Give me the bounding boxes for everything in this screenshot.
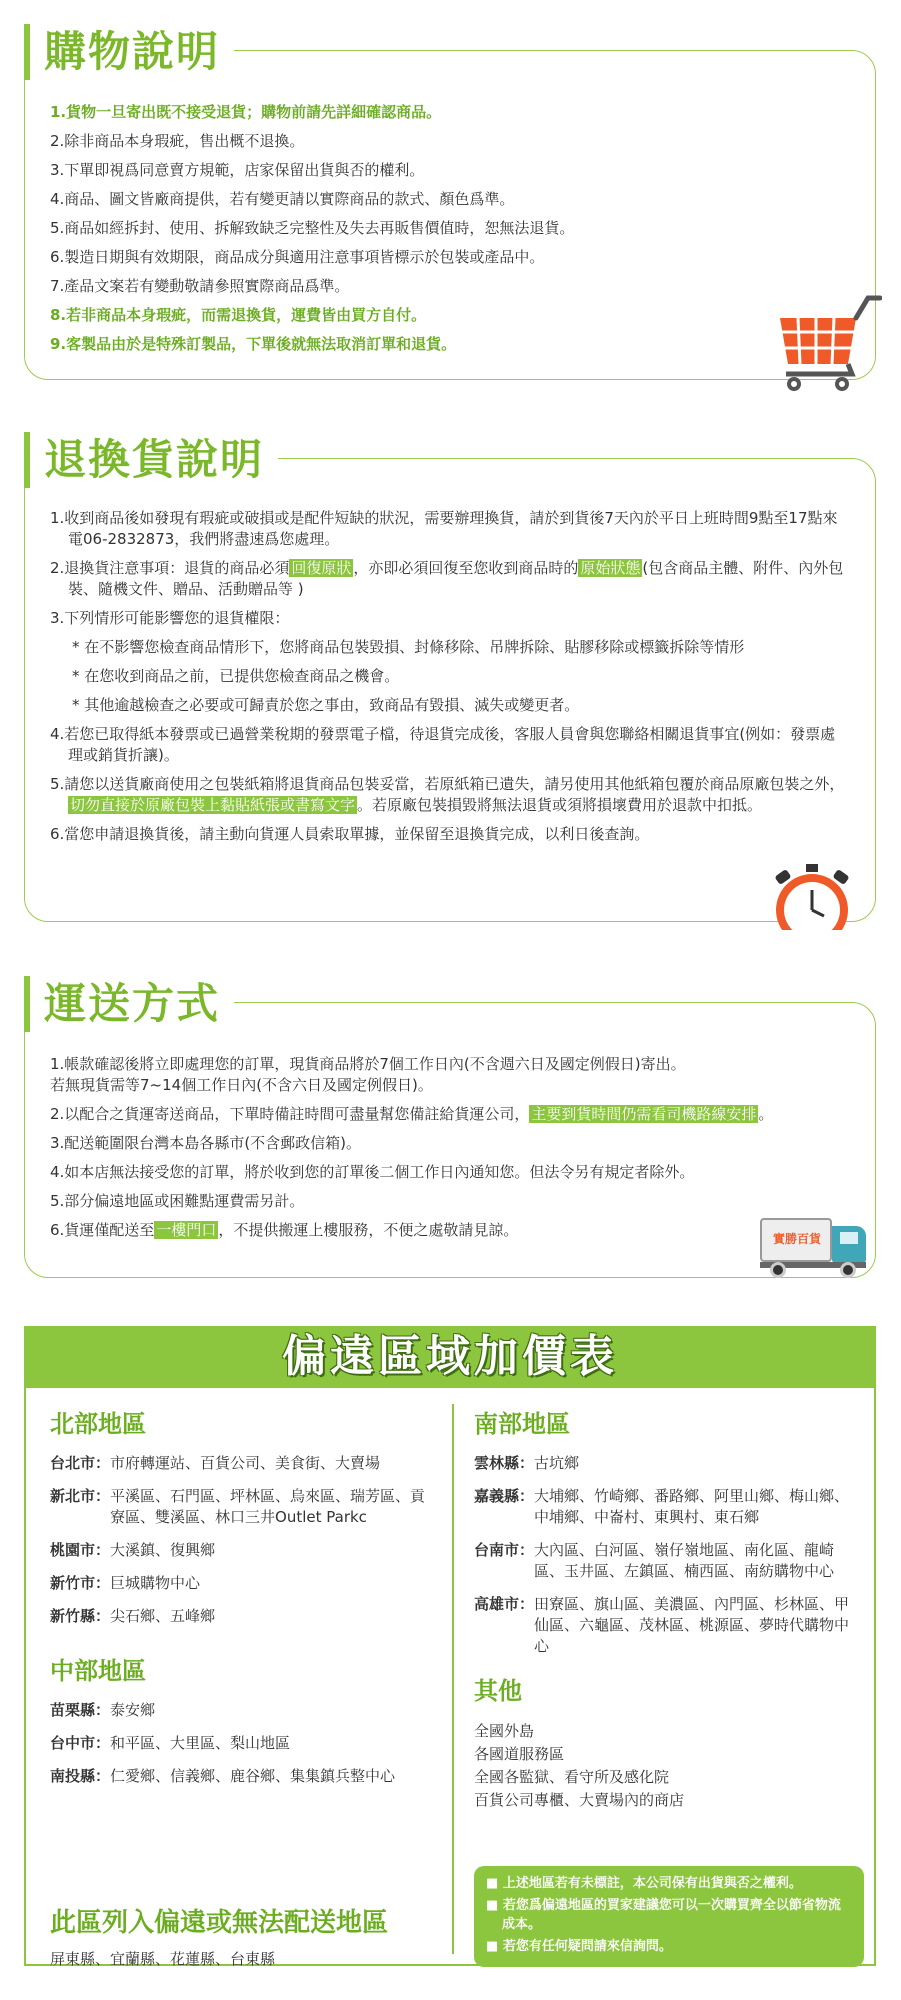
stopwatch-icon <box>762 850 862 930</box>
note-item: ■ 若您爲偏遠地區的買家建議您可以一次購買齊全以節省物流成本。 <box>486 1896 852 1934</box>
shopping-item: 3.下單即視爲同意賣方規範，店家保留出貨與否的權利。 <box>50 161 425 179</box>
shopping-item: 6.製造日期與有效期限，商品成分與適用注意事項皆標示於包裝或產品中。 <box>50 248 545 266</box>
central-region-title: 中部地區 <box>50 1657 146 1685</box>
shipping-item-4: 4.如本店無法接受您的訂單，將於收到您的訂單後二個工作日內通知您。但法令另有規定者除外。 <box>50 1163 695 1181</box>
shipping-item-5: 5.部分偏遠地區或困難點運費需另計。 <box>50 1192 305 1210</box>
undeliverable-list: 屏東縣、宜蘭縣、花蓮縣、台東縣 <box>50 1950 276 1968</box>
north-region-row <box>50 1540 430 1561</box>
region-county: 雲林縣： <box>474 1454 535 1472</box>
region-county: 嘉義縣： <box>474 1487 535 1505</box>
shipping-title: 運送方式 <box>24 976 234 1032</box>
shopping-item: 2.除非商品本身瑕疵，售出概不退換。 <box>50 132 305 150</box>
shopping-item: 7.產品文案若有變動敬請參照實際商品爲準。 <box>50 277 350 295</box>
shipping-list <box>50 1054 850 1249</box>
region-county: 台中市： <box>50 1734 111 1752</box>
central-region-list <box>50 1700 430 1787</box>
returns-item-6: 6.當您申請退換貨後，請主動向貨運人員索取單據，並保留至退換貨完成，以利日後查詢。 <box>50 825 650 843</box>
region-areas: 巨城購物中心 <box>110 1574 201 1592</box>
returns-subitem-1: * 在不影響您檢查商品情形下，您將商品包裝毀損、封條移除、吊牌拆除、貼膠移除或標籤拆除等情形 <box>72 638 745 656</box>
north-region-row <box>50 1573 430 1594</box>
shopping-cart-icon <box>772 294 882 394</box>
shopping-item: 8.若非商品本身瑕疵，而需退換貨，運費皆由買方自付。 <box>50 306 427 324</box>
north-region-title: 北部地區 <box>50 1410 146 1438</box>
south-region-title: 南部地區 <box>474 1410 570 1438</box>
region-areas: 平溪區、石門區、坪林區、烏來區、瑞芳區、貢寮區、雙溪區、林口三井Outlet Parkc <box>110 1487 426 1526</box>
other-region-item: 全國外島 <box>474 1722 535 1740</box>
shopping-item: 5.商品如經拆封、使用、拆解致缺乏完整性及失去再販售價值時，恕無法退貨。 <box>50 219 575 237</box>
central-region-row <box>50 1733 430 1754</box>
returns-item-3: 3.下列情形可能影響您的退貨權限： <box>50 609 290 627</box>
central-region-row <box>50 1766 430 1787</box>
region-areas: 和平區、大里區、梨山地區 <box>110 1734 291 1752</box>
central-region-row <box>50 1700 430 1721</box>
region-county: 新北市： <box>50 1487 111 1505</box>
region-areas: 大埔鄉、竹崎鄉、番路鄉、阿里山鄉、梅山鄉、中埔鄉、中崙村、東興村、東石鄉 <box>534 1487 850 1526</box>
returns-item-5: 5.請您以送貨廠商使用之包裝紙箱將退貨商品包裝妥當，若原紙箱已遺失，請另使用其他紙箱包覆於商品原廠包裝之外，切勿直接於原廠包裝上黏貼紙張或書寫文字 。若原廠包裝損毀將無法退貨或須將損壞費用於退款中扣抵。 <box>50 775 845 814</box>
region-county: 新竹縣： <box>50 1607 111 1625</box>
note-item: ■ 上述地區若有未標註，本公司保有出貨與否之權利。 <box>486 1874 852 1893</box>
shipping-section <box>24 976 876 1286</box>
other-region-item: 全國各監獄、看守所及感化院 <box>474 1768 670 1786</box>
returns-title: 退換貨說明 <box>24 432 278 488</box>
north-region-row <box>50 1486 430 1528</box>
south-region-row <box>474 1594 864 1657</box>
remote-area-title: 偏遠區域加價表 <box>282 1331 618 1382</box>
region-county: 新竹市： <box>50 1574 111 1592</box>
other-region-list <box>474 1720 864 1812</box>
shopping-title: 購物說明 <box>24 24 234 80</box>
region-areas: 泰安鄉 <box>110 1701 156 1719</box>
shipping-item-2: 2.以配合之貨運寄送商品，下單時備註時間可盡量幫您備註給貨運公司， 主要到貨時間仍需看司機路線安排 。 <box>50 1105 774 1123</box>
other-region-item: 各國道服務區 <box>474 1745 565 1763</box>
highlight-original-state: 原始狀態 <box>580 559 641 577</box>
region-county: 桃園市： <box>50 1541 111 1559</box>
returns-item-4: 4.若您已取得紙本發票或已過營業稅期的發票電子檔，待退貨完成後，客服人員會與您聯絡相關退貨事宜(例如：發票處理或銷貨折讓)。 <box>50 725 836 764</box>
region-county: 台北市： <box>50 1454 111 1472</box>
returns-item-2: 2.退換貨注意事項：退貨的商品必須 回復原狀 ，亦即必須回復至您收到商品時的 原始狀態 (包含商品主體、附件、內外包裝、隨機文件、贈品、活動贈品等 ) <box>50 559 844 598</box>
region-areas: 尖石鄉、五峰鄉 <box>110 1607 216 1625</box>
shopping-section <box>24 24 876 384</box>
region-county: 台南市： <box>474 1541 535 1559</box>
region-areas: 古坑鄉 <box>534 1454 580 1472</box>
south-region-row <box>474 1540 864 1582</box>
shopping-item: 1.貨物一旦寄出既不接受退貨；購物前請先詳細確認商品。 <box>50 103 442 121</box>
note-item: ■ 若您有任何疑問請來信詢問。 <box>486 1937 852 1956</box>
column-divider <box>452 1404 454 1954</box>
highlight-restore: 回復原狀 <box>291 559 352 577</box>
north-region-row <box>50 1606 430 1627</box>
shipping-item-3: 3.配送範圍限台灣本島各縣市(不含郵政信箱)。 <box>50 1134 362 1152</box>
south-region-row <box>474 1486 864 1528</box>
region-county: 南投縣： <box>50 1767 111 1785</box>
right-column <box>474 1404 864 1812</box>
north-region-row <box>50 1453 430 1474</box>
shipping-item-1: 1.帳款確認後將立即處理您的訂單，現貨商品將於7個工作日內(不含週六日及國定例假日)寄出。 若無現貨需等7~14個工作日內(不含六日及國定例假日)。 <box>50 1055 686 1094</box>
shopping-list <box>50 102 850 363</box>
highlight-first-floor: 一樓門口 <box>156 1221 217 1239</box>
south-region-row <box>474 1453 864 1474</box>
returns-section <box>24 432 876 932</box>
shopping-item: 4.商品、圖文皆廠商提供，若有變更請以實際商品的款式、顏色爲準。 <box>50 190 515 208</box>
north-region-list <box>50 1453 430 1627</box>
region-county: 高雄市： <box>474 1595 535 1613</box>
region-areas: 市府轉運站、百貨公司、美食街、大賣場 <box>110 1454 381 1472</box>
other-region-title: 其他 <box>474 1677 522 1705</box>
south-region-list <box>474 1453 864 1657</box>
highlight-driver-route: 主要到貨時間仍需看司機路線安排 <box>531 1105 757 1123</box>
remote-area-table <box>24 1326 876 1966</box>
other-region-item: 百貨公司專櫃、大賣場內的商店 <box>474 1791 685 1809</box>
returns-subitem-2: * 在您收到商品之前，已提供您檢查商品之機會。 <box>72 667 400 685</box>
returns-item-1: 1.收到商品後如發現有瑕疵或破損或是配件短缺的狀況，需要辦理換貨，請於到貨後7天內於平日上班時間9點至17點來電06-2832873，我們將盡速爲您處理。 <box>50 509 838 548</box>
shipping-item-6: 6.貨運僅配送至 一樓門口 ，不提供搬運上樓服務，不便之處敬請見諒。 <box>50 1221 519 1239</box>
region-areas: 田寮區、旗山區、美濃區、內門區、杉林區、甲仙區、六龜區、茂林區、桃源區、夢時代購物中心 <box>534 1595 850 1655</box>
truck-label: 實勝百貨 <box>772 1232 821 1246</box>
highlight-no-writing: 切勿直接於原廠包裝上黏貼紙張或書寫文字 <box>70 796 356 814</box>
returns-list <box>50 508 850 853</box>
remote-area-header <box>26 1326 874 1388</box>
region-areas: 大溪鎮、復興鄉 <box>110 1541 216 1559</box>
returns-subitem-3: * 其他逾越檢查之必要或可歸責於您之事由，致商品有毀損、滅失或變更者。 <box>72 696 580 714</box>
delivery-truck-icon <box>760 1218 870 1280</box>
left-column <box>50 1404 430 1799</box>
shopping-item: 9.客製品由於是特殊訂製品，下單後就無法取消訂單和退貨。 <box>50 335 457 353</box>
region-county: 苗栗縣： <box>50 1701 111 1719</box>
region-areas: 大內區、白河區、嶺仔嶺地區、南化區、龍崎區、玉井區、左鎮區、楠西區、南紡購物中心 <box>534 1541 835 1580</box>
remote-notes-box <box>474 1866 864 1967</box>
region-areas: 仁愛鄉、信義鄉、鹿谷鄉、集集鎮兵整中心 <box>110 1767 396 1785</box>
undeliverable-title: 此區列入偏遠或無法配送地區 <box>50 1908 389 1938</box>
